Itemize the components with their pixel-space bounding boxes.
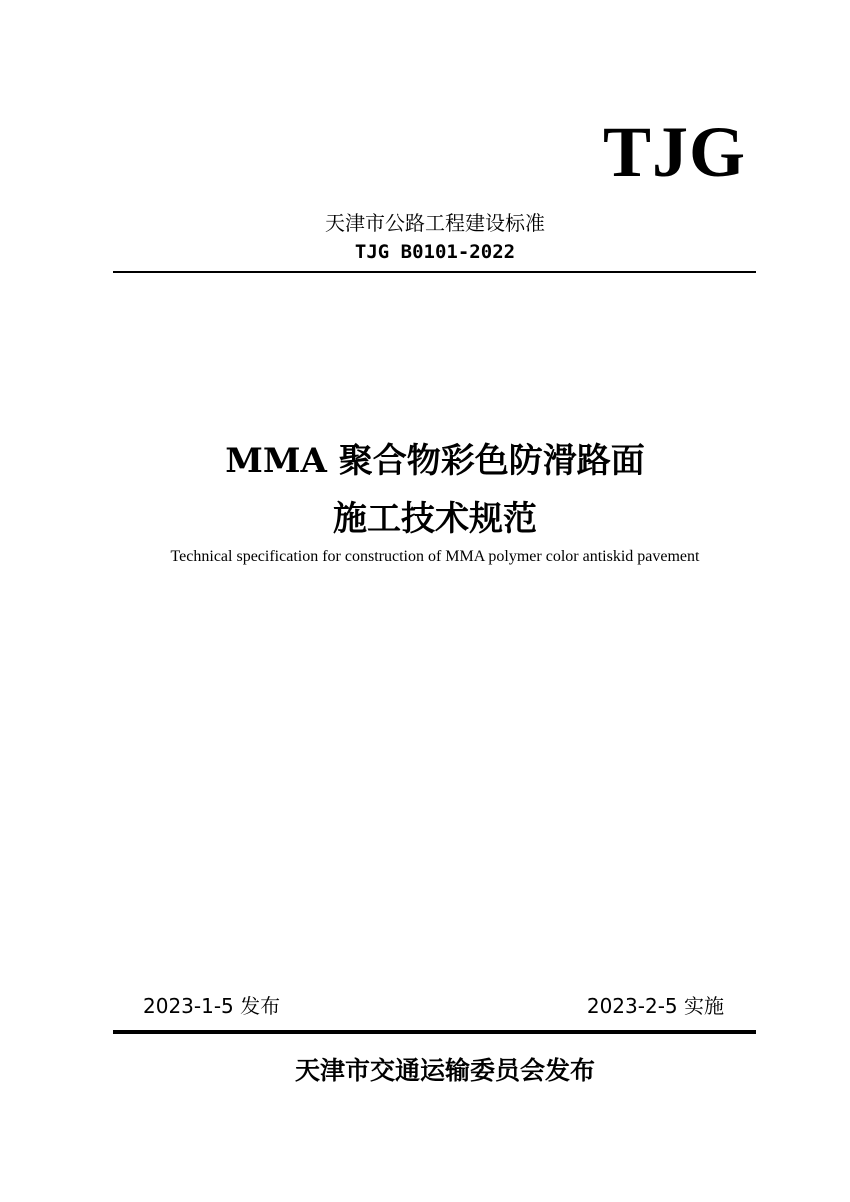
issuing-authority: 天津市交通运输委员会发布 <box>294 1056 595 1085</box>
bottom-divider <box>113 1030 756 1034</box>
standard-series: 天津市公路工程建设标准 <box>325 211 545 235</box>
document-title-line-1: MMA 聚合物彩色防滑路面 <box>225 441 645 481</box>
english-title: Technical specification for construction of MMA polymer color antiskid pavement <box>170 548 700 565</box>
document-title-line-2: 施工技术规范 <box>333 499 537 539</box>
effective-date: 2023-2-5 实施 <box>586 994 724 1018</box>
top-divider <box>113 271 756 273</box>
issue-date: 2023-1-5 发布 <box>143 994 281 1018</box>
standard-code: TJG B0101-2022 <box>354 241 516 263</box>
standard-logo: TJG <box>602 112 746 192</box>
